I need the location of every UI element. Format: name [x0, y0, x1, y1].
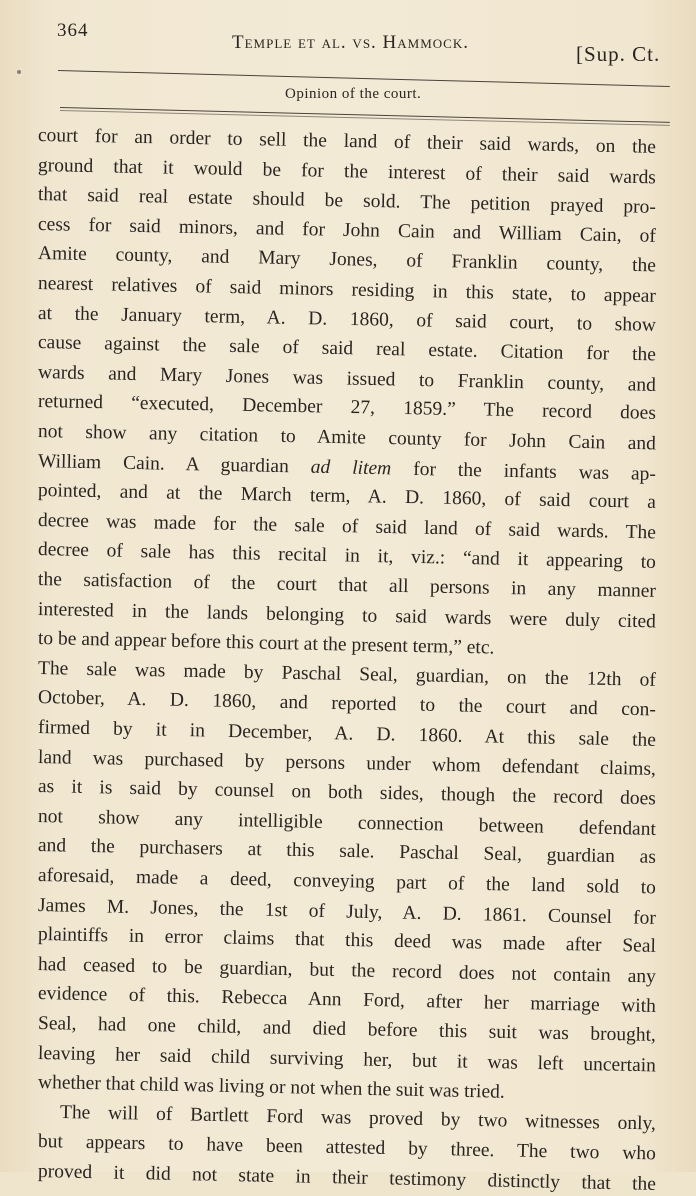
text-line: William Cain. A guardian ad litem for the infants was ap-: [37, 450, 657, 485]
text-line: wards and Mary Jones was issued to Franklin county, and: [37, 361, 657, 396]
text-line: had ceased to be guardian, but the record does not contain any: [37, 953, 657, 988]
text-line: court for an order to sell the land of their said wards, on the: [37, 125, 657, 158]
text-line: Seal, had one child, and died before this suit was brought,: [37, 1013, 657, 1046]
text-line: cess for said minors, and for John Cain and William Cain, of: [37, 213, 657, 247]
text-line: plaintiffs in error claims that this deed was made after Seal: [37, 924, 657, 958]
text-line: decree of sale has this recital in it, viz.: “and it appearing to: [37, 539, 657, 574]
running-title: Temple et al. vs. Hammock.: [232, 32, 469, 53]
text-line: to be and appear before this court at the present term,” etc.: [37, 628, 495, 659]
section-rule-faint: [60, 110, 670, 126]
text-line: that said real estate should be sold. The petition prayed pro-: [37, 184, 657, 219]
text-line: cause against the sale of said real estate. Citation for the: [37, 332, 657, 366]
text-line: whether that child was living or not when the suit was tried.: [37, 1072, 505, 1103]
italic-phrase: ad litem: [310, 456, 392, 479]
court-abbreviation: [Sup. Ct.: [576, 42, 661, 66]
header-rule: [58, 70, 670, 87]
page-header: [0, 0, 696, 70]
text-line: proved it did not state in their testimony distinctly that the: [37, 1161, 657, 1195]
text-line: evidence of this. Rebecca Ann Ford, after her marriage with: [37, 983, 657, 1018]
text-line: as it is said by counsel on both sides, though the record does: [37, 776, 657, 810]
page-number: 364: [57, 20, 89, 41]
text-line: not show any intelligible connection between defendant: [37, 805, 657, 840]
text-line: pointed, and at the March term, A. D. 1860, of said court a: [37, 480, 657, 514]
text-line: James M. Jones, the 1st of July, A. D. 1861. Counsel for: [37, 894, 657, 929]
section-rule: [60, 107, 670, 123]
text-line: returned “executed, December 27, 1859.” The record does: [37, 391, 657, 425]
text-line: The sale was made by Paschal Seal, guardian, on the 12th of: [37, 657, 657, 691]
text-line: aforesaid, made a deed, conveying part of the land sold to: [37, 865, 657, 899]
text-line: Amite county, and Mary Jones, of Franklin county, the: [37, 243, 657, 277]
text-line: land was purchased by persons under whom defendant claims,: [37, 746, 657, 780]
text-line: but appears to have been attested by three. The two who: [37, 1131, 657, 1165]
text-line: firmed by it in December, A. D. 1860. At this sale the: [37, 717, 657, 751]
text-line: October, A. D. 1860, and reported to the court and con-: [37, 687, 657, 721]
text-line: leaving her said child surviving her, but it was left uncertain: [37, 1042, 657, 1076]
text-line: not show any citation to Amite county for John Cain and: [37, 421, 657, 455]
text-line: The will of Bartlett Ford was proved by two witnesses only,: [59, 1101, 657, 1135]
text-line: nearest relatives of said minors residing in this state, to appear: [37, 273, 657, 307]
text-line: and the purchasers at this sale. Paschal Seal, guardian as: [37, 835, 657, 869]
section-title: Opinion of the court.: [285, 86, 422, 102]
text-line: ground that it would be for the interest of their said wards: [37, 154, 657, 188]
text-line: interested in the lands belonging to said wards were duly cited: [37, 598, 657, 632]
text-line: at the January term, A. D. 1860, of said court, to show: [37, 302, 657, 336]
text-line: decree was made for the sale of said land of said wards. The: [37, 509, 657, 544]
page-speck: [17, 70, 21, 74]
text-line: the satisfaction of the court that all persons in any manner: [37, 569, 657, 602]
